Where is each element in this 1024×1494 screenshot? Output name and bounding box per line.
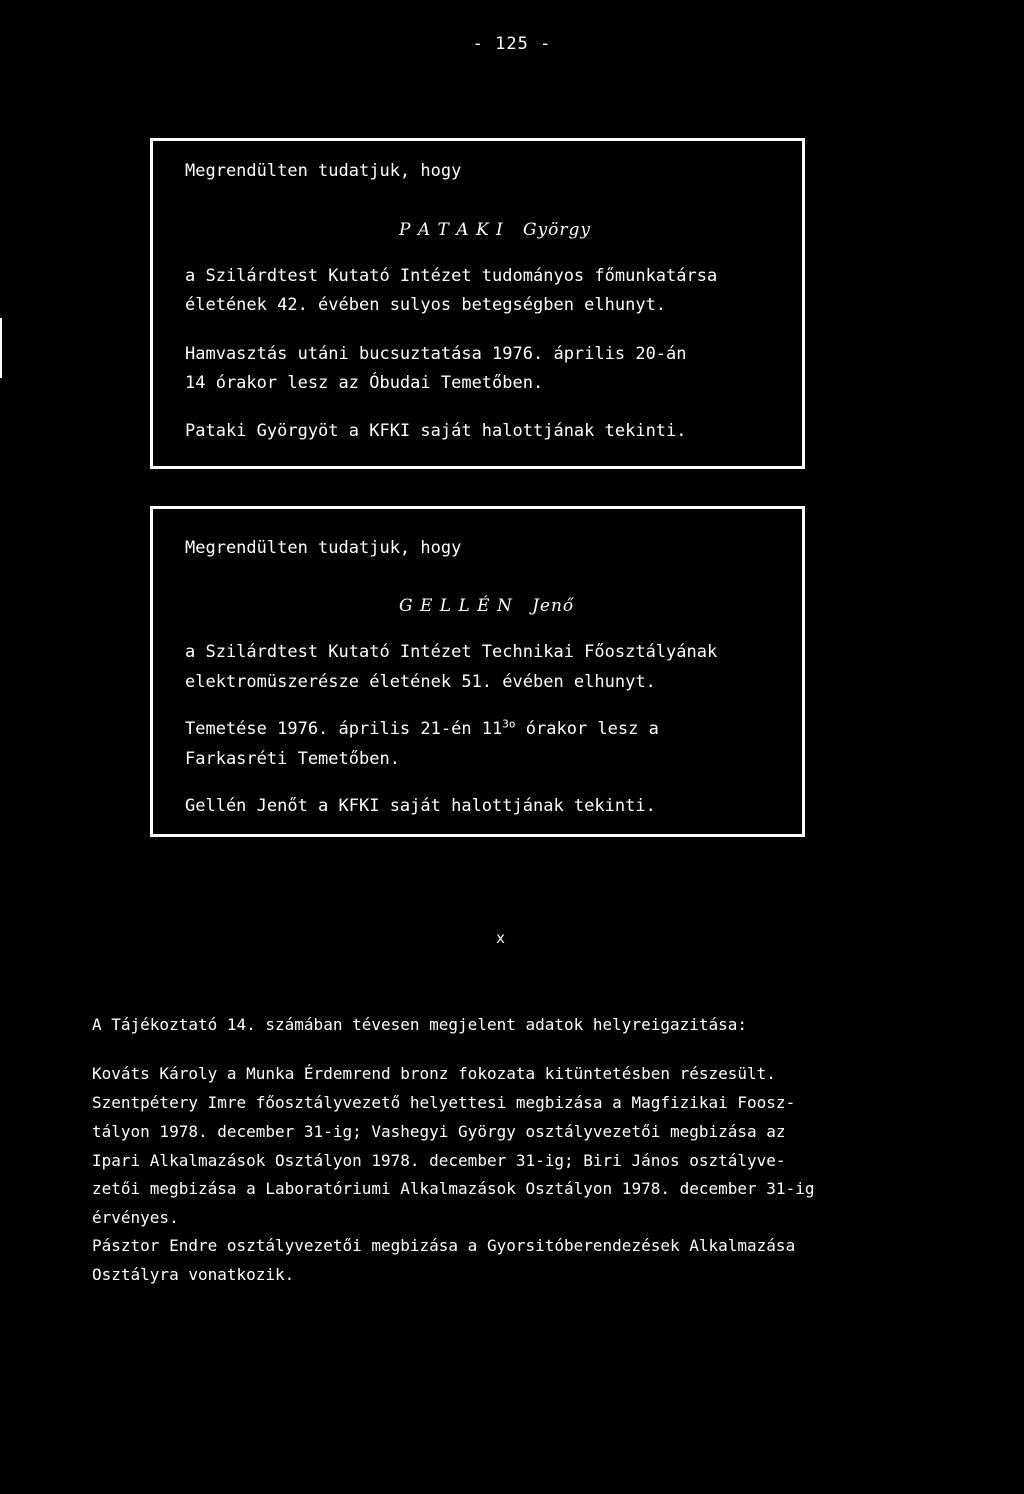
correction-line: zetői megbizása a Laboratóriumi Alkalmazások Osztályon 1978. december 31-ig <box>92 1179 815 1198</box>
deceased-name <box>399 596 574 616</box>
notice-line: életének 42. évében sulyos betegségben elhunyt. <box>185 295 667 315</box>
section-separator: x <box>496 929 506 947</box>
notice-line: Pataki Györgyöt a KFKI saját halottjának tekinti. <box>185 421 687 441</box>
correction-line: érvényes. <box>92 1208 179 1227</box>
correction-line: Pásztor Endre osztályvezetői megbizása a Gyorsitóberendezések Alkalmazása <box>92 1236 796 1255</box>
correction-line: tályon 1978. december 31-ig; Vashegyi György osztályvezetői megbizása az <box>92 1122 786 1141</box>
deceased-surname: G E L L É N <box>399 596 513 616</box>
correction-line: Szentpétery Imre főosztályvezető helyettesi megbizása a Magfizikai Foosz- <box>92 1093 796 1112</box>
notice-line: a Szilárdtest Kutató Intézet tudományos főmunkatársa <box>185 266 718 286</box>
obituary-notice-gellen <box>150 506 805 837</box>
margin-rule <box>0 318 2 378</box>
notice-line: Hamvasztás utáni bucsuztatása 1976. április 20-án <box>185 344 687 364</box>
deceased-name <box>399 220 591 240</box>
deceased-given-name: György <box>522 220 592 240</box>
notice-intro: Megrendülten tudatjuk, hogy <box>185 538 462 558</box>
page-number: - 125 - <box>472 34 552 54</box>
funeral-rest: órakor lesz a <box>515 719 659 739</box>
notice-line: Farkasréti Temetőben. <box>185 749 400 769</box>
notice-line: 14 órakor lesz az Óbudai Temetőben. <box>185 373 544 393</box>
notice-line: Gellén Jenőt a KFKI saját halottjának tekinti. <box>185 796 656 816</box>
funeral-date: Temetése 1976. április 21-én 11 <box>185 719 503 739</box>
notice-funeral-line <box>185 719 659 739</box>
correction-line: Kováts Károly a Munka Érdemrend bronz fokozata kitüntetésben részesült. <box>92 1064 776 1083</box>
correction-line: Ipari Alkalmazások Osztályon 1978. december 31-ig; Biri János osztályve- <box>92 1151 786 1170</box>
notice-line: a Szilárdtest Kutató Intézet Technikai Főosztályának <box>185 642 718 662</box>
correction-heading: A Tájékoztató 14. számában tévesen megjelent adatok helyreigazitása: <box>92 1015 748 1034</box>
deceased-given-name: Jenő <box>532 596 575 616</box>
correction-line: Osztályra vonatkozik. <box>92 1265 295 1284</box>
funeral-minutes: 3o <box>502 717 516 731</box>
notice-line: elektromüszerésze életének 51. évében elhunyt. <box>185 672 656 692</box>
deceased-surname: P A T A K I <box>399 220 504 240</box>
obituary-notice-pataki <box>150 138 805 469</box>
notice-intro: Megrendülten tudatjuk, hogy <box>185 161 462 181</box>
